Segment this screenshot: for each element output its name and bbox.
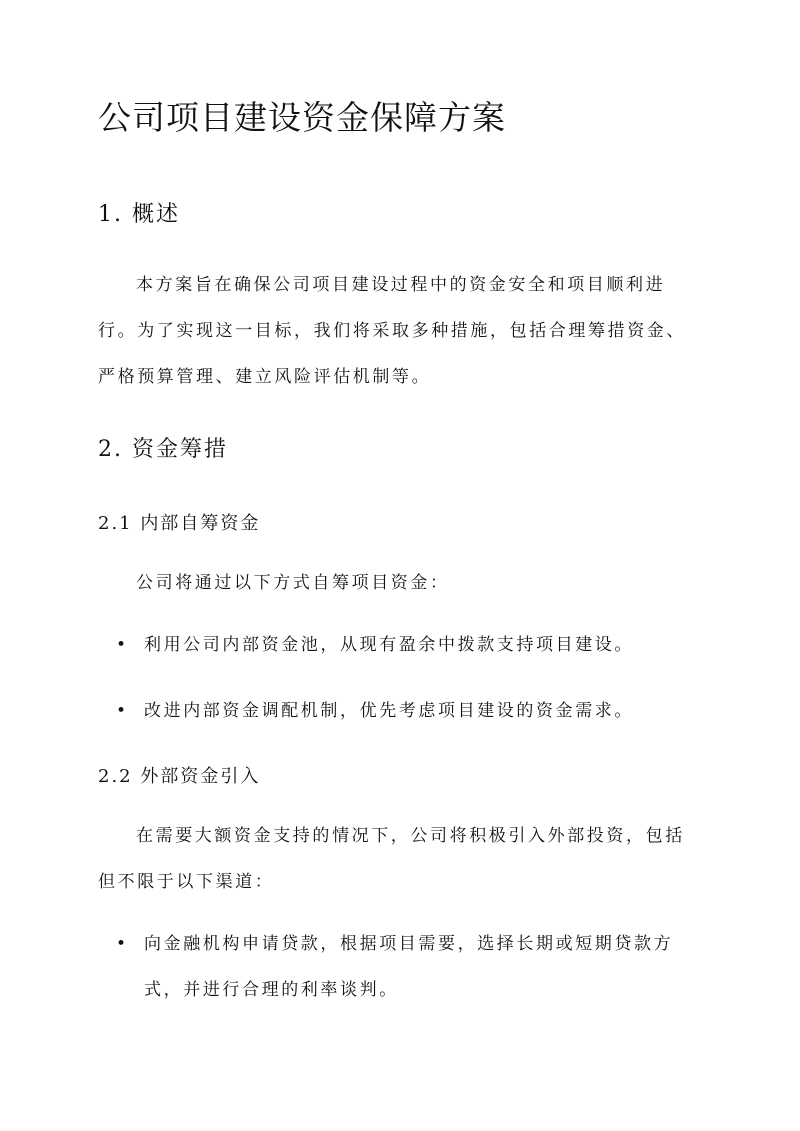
subsection-heading-external: 2.2 外部资金引入 — [98, 766, 261, 787]
section-heading-overview: 1. 概述 — [98, 202, 180, 227]
list-item — [116, 622, 696, 668]
list-item-text: 改进内部资金调配机制，优先考虑项目建设的资金需求。 — [144, 701, 634, 721]
bullet-icon: • — [116, 934, 129, 954]
overview-paragraph: 本方案旨在确保公司项目建设过程中的资金安全和项目顺利进行。为了实现这一目标，我们将采取多种措施，包括合理筹措资金、严格预算管理、建立风险评估机制等。 — [98, 275, 686, 387]
subsection-heading-internal: 2.1 内部自筹资金 — [98, 513, 261, 534]
document-title: 公司项目建设资金保障方案 — [98, 98, 506, 137]
bullet-icon: • — [116, 635, 129, 655]
external-intro: 在需要大额资金支持的情况下，公司将积极引入外部投资，包括但不限于以下渠道： — [98, 826, 685, 892]
list-item-text: 利用公司内部资金池，从现有盈余中拨款支持项目建设。 — [144, 635, 634, 655]
bullet-icon: • — [116, 701, 129, 721]
section-heading-funding: 2. 资金筹措 — [98, 437, 228, 462]
list-item — [116, 688, 696, 734]
list-item-text: 向金融机构申请贷款，根据项目需要，选择长期或短期贷款方式，并进行合理的利率谈判。 — [144, 934, 674, 1000]
list-item — [116, 921, 676, 1013]
internal-intro: 公司将通过以下方式自筹项目资金： — [136, 573, 450, 593]
